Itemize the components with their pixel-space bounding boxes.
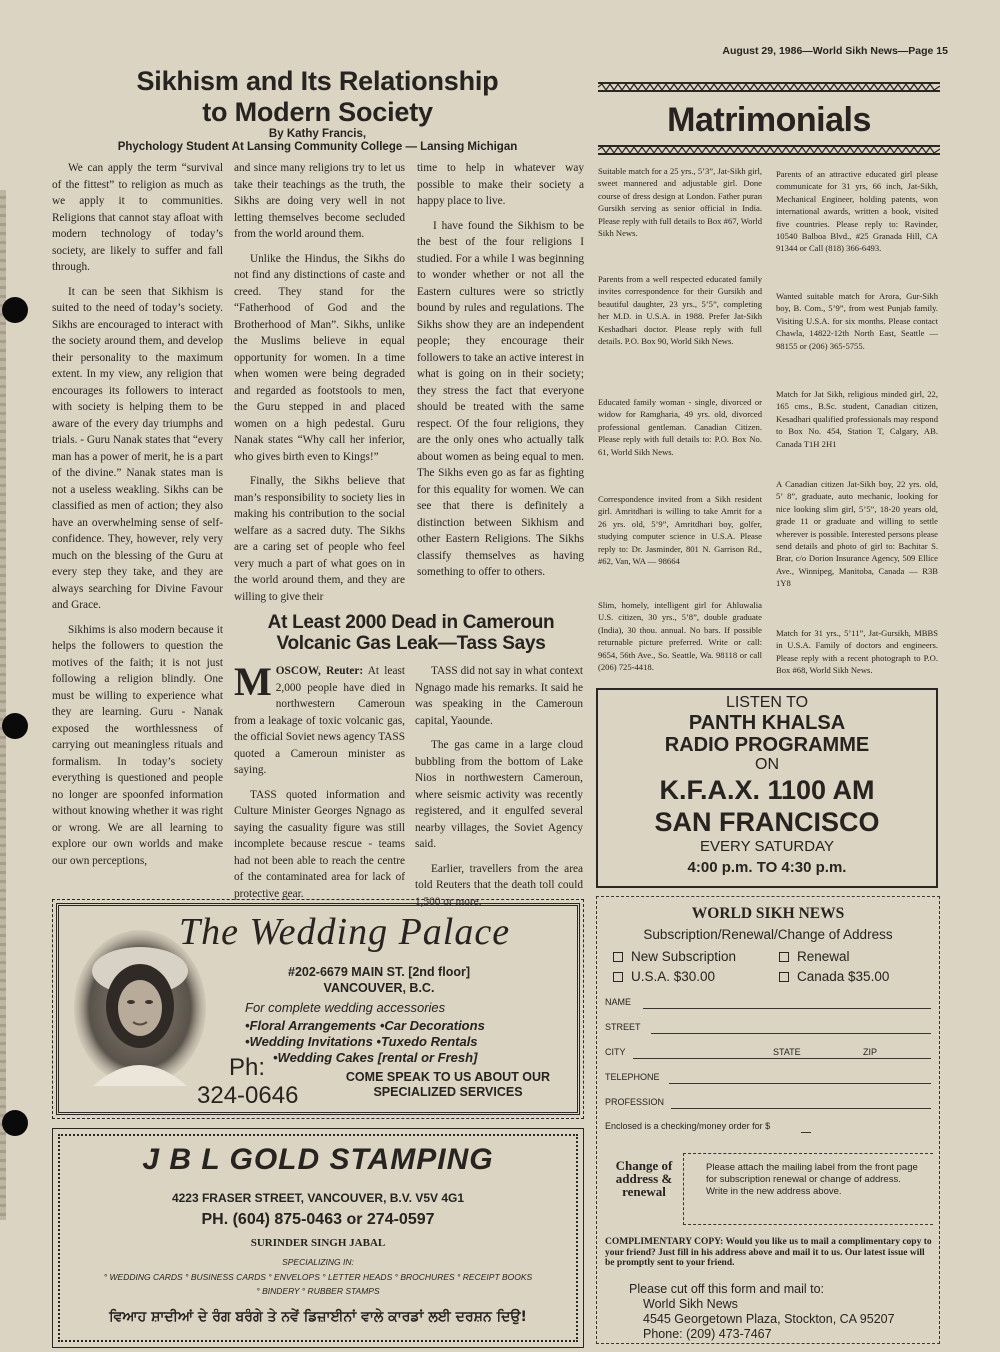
option-usa[interactable] — [613, 969, 715, 984]
decorative-border-bottom — [598, 145, 940, 155]
jbl-punjabi-tagline: ਵਿਆਹ ਸ਼ਾਦੀਆਂ ਦੇ ਰੰਗ ਬਰੰਗੇ ਤੇ ਨਵੇਂ ਡਿਜ਼ਾਈਨਾਂ ਵਾਲੇ ਕਾਰਡਾਂ ਲਈ ਦਰਸ਼ਨ ਦਿਉ! — [109, 1309, 527, 1325]
headline-line-2: to Modern Society — [202, 97, 433, 127]
wedding-palace-title: The Wedding Palace — [179, 911, 511, 953]
headline-line-1: At Least 2000 Dead in Cameroun — [267, 612, 555, 633]
checkbox[interactable] — [779, 952, 789, 962]
field-label: CITY — [605, 1047, 626, 1057]
page-dateline: August 29, 1986—World Sikh News—Page 15 — [722, 45, 948, 57]
dateline-bold: OSCOW, Reuter: — [275, 665, 364, 677]
service-list: ° BINDERY ° RUBBER STAMPS — [256, 1286, 380, 1296]
paragraph: and since many religions try to let us take their teachings as the truth, the Sikhs are doing very well in not letting themselves become secluded from the world around them. — [234, 162, 405, 240]
service-list: ° WEDDING CARDS ° BUSINESS CARDS ° ENVELOPS ° LETTER HEADS ° BROCHURES ° RECEIPT BOOKS — [103, 1272, 533, 1282]
paragraph: It can be seen that Sikhism is suited to the need of today’s society. Sikhs are encouraged to interact with the society around them, and develop their personality to the maximum extent. In my view, any religion that encourages its followers to interact with society is helping them to be aware of the every day triumphs and trials. - Guru Nanak states that “every man has a power of merit, he is a part of the divine.” Nanak states man is not a useless weakling. Sikhs can be classified as men of action; they also have an overwhelming sense of self-confidence. They, however, rely very much on the blessing of the Guru at every step they take, and they are always searching for Divine Favour and Grace. — [52, 285, 223, 611]
article2-headline — [238, 612, 584, 654]
field-label: TELEPHONE — [605, 1072, 660, 1082]
city-state-zip-field[interactable] — [605, 1047, 931, 1061]
matrimonial-ad: Suitable match for a 25 yrs., 5’3”, Jat-Sikh girl, sweet mannered and adjustable girl. Done course of dress design at London. Father puran Gursikh serving as senior official in India. Please reply with full details to Box #67, World Sikh News. — [598, 166, 762, 239]
matrimonial-ad: Parents from a well respected educated family invites correspondence for their Gursikh and beautiful daughter, 23 yrs., 5’5”, completing her M.D. in U.S.A. in 1988. Prefer Jat-Sikh Keshadhari doctor. Please reply with full details. P.O. Box 90, World Sikh News. — [598, 274, 762, 347]
option-label: Canada $35.00 — [797, 969, 890, 984]
mail-phone: Phone: (209) 473-7467 — [643, 1327, 772, 1341]
jbl-services — [53, 1270, 583, 1298]
field-label: PROFESSION — [605, 1097, 665, 1107]
article2-column-1 — [234, 659, 405, 910]
jbl-address: 4223 FRASER STREET, VANCOUVER, B.V. V5V 4G1 — [171, 1191, 465, 1205]
paragraph: TASS did not say in what context Ngnago made his remarks. It said he was speaking in the Cameroun capital, Yaounde. — [415, 665, 583, 727]
street-field[interactable] — [605, 1022, 931, 1036]
paragraph: We can apply the term “survival of the fittest” to religion as much as we apply it to communities. Religions that cannot stay afloat with modern technology of today’s society, are likely to suffer and fall through. — [52, 162, 223, 273]
radio-line: EVERY SATURDAY — [700, 838, 834, 855]
telephone-field[interactable] — [605, 1072, 931, 1086]
radio-city: SAN FRANCISCO — [654, 807, 880, 837]
paragraph: The gas came in a large cloud bubbling from the bottom of Lake Nios in northwestern Cameroun, where seismic activity was recently registered, and it engulfed several nearby villages, the Soviet Agency said. — [415, 739, 583, 850]
byline — [50, 128, 585, 154]
paragraph: Sikhims is also modern because it helps the followers to question the motives of the faith; it is not just following a religion blindly. One must be willing to experience what they are learning. Guru - Nanak exposed the worthlessness of carrying out meaningless rituals and formalism. In today’s society everything is questioned and people no longer are spoonfed information without knowing whether it was right or wrong. We are all learning to explore our own worlds and make our own perceptions, — [52, 623, 223, 867]
mail-intro: Please cut off this form and mail to: — [629, 1282, 825, 1296]
address-line: #202-6679 MAIN ST. [2nd floor] — [288, 965, 470, 979]
paragraph: Earlier, travellers from the area told Reuters that the death toll could 1,500 or more. — [415, 862, 583, 908]
field-label: Enclosed is a checking/money order for $ — [605, 1121, 771, 1131]
field-label: STREET — [605, 1022, 641, 1032]
tagline-line: SPECIALIZED SERVICES — [373, 1085, 523, 1099]
tagline-line: COME SPEAK TO US ABOUT OUR — [345, 1070, 551, 1084]
option-renewal[interactable] — [779, 949, 850, 964]
field-label: ZIP — [863, 1047, 878, 1057]
radio-line: RADIO PROGRAMME — [664, 734, 870, 756]
payment-field[interactable] — [605, 1121, 931, 1135]
radio-time: 4:00 p.m. TO 4:30 p.m. — [687, 859, 847, 876]
jbl-gold-stamping-ad — [52, 1128, 584, 1348]
matrimonial-ad: Correspondence invited from a Sikh resident girl. Amritdhari is willing to take Amrit for a 26 yrs. old, 5’9”, Amritdhari boy, golfer, studying computer science in U.S.A. Please reply to: Dr. Jasminder, 801 N. Garrison Rd., #62, Van, WA — 98664 — [598, 494, 762, 567]
author: By Kathy Francis, — [268, 128, 367, 140]
form-title: WORLD SIKH NEWS — [691, 905, 845, 922]
matrimonials-title: Matrimonials — [667, 101, 871, 139]
complimentary-copy-note: COMPLIMENTARY COPY: Would you like us to mail a complimentary copy to your friend? Just fill in his address above and mail it to us. Our latest issue will be promptly sent to your friend. — [605, 1237, 932, 1268]
paragraph: TASS quoted information and Culture Minister Georges Ngnago as saying the casuality figure was still incomplete because rescue - teams had not been able to reach the centre of the contaminated area for lack of protective gear. — [234, 788, 405, 900]
author-affiliation: Phychology Student At Lansing Community College — Lansing Michigan — [117, 141, 518, 153]
wedding-accessories: For complete wedding accessories — [245, 1000, 446, 1015]
article-headline — [50, 66, 585, 128]
radio-line: ON — [755, 756, 779, 773]
service-item: •Wedding Invitations •Tuxedo Rentals — [245, 1034, 478, 1049]
matrimonial-ad: A Canadian citizen Jat-Sikh boy, 22 yrs. old, 5’ 8”, graduate, auto mechanic, looking for nice looking slim girl, 5’5”, 18-20 years old, grade 11 or graduate and willing to settle wherever is possible. Interested persons please send details and photo of girl to: Bachitar S. Brar, c/o Dorion Insurance Agency, 509 Ellice Ave., Winnipeg, Manitoba, Canada — R3B 1Y8 — [776, 479, 938, 589]
phone-label: Ph: — [229, 1054, 266, 1081]
matrimonial-ad: Match for 31 yrs., 5’11”, Jat-Gursikh, MBBS in U.S.A. Family of doctors and engineers. Please reply with a recent photograph to P.O. Box #68, World Sikh News. — [776, 628, 938, 676]
mailing-address — [629, 1282, 895, 1342]
option-new-subscription[interactable] — [613, 949, 736, 964]
binding-edge — [0, 190, 6, 1220]
paragraph: time to help in whatever way possible to make their society a happy place to live. — [417, 162, 584, 207]
address-line: VANCOUVER, B.C. — [323, 981, 435, 995]
wedding-services — [245, 1018, 485, 1066]
checkbox[interactable] — [613, 972, 623, 982]
field-label: STATE — [773, 1047, 801, 1057]
article-column-2 — [234, 160, 405, 613]
drop-cap: M — [234, 659, 272, 704]
option-label: New Subscription — [631, 949, 737, 964]
wedding-phone: 324-0646 — [197, 1082, 299, 1109]
profession-field[interactable] — [605, 1097, 931, 1111]
service-item: •Floral Arrangements •Car Decorations — [245, 1018, 485, 1033]
article-column-3 — [417, 160, 584, 589]
radio-line: PANTH KHALSA — [688, 712, 846, 734]
punch-hole — [2, 297, 28, 323]
wedding-palace-ad — [56, 903, 580, 1115]
jbl-specializing: SPECIALIZING IN: — [282, 1257, 354, 1267]
paragraph: I have found the Sikhism to be the best of the four religions I studied. For a while I was beginning to wonder whether or not all the Eastern cultures were so strictly bound by rules and regulations. The Sikhs show they are an independent people; they encourage their followers to take an active interest in what is going on in their society; they stress the fact that everyone should be treated with the same respect. Of the four religions, they are the only ones who actually talk about women as being equal to men. The Sikhs even go as far as fighting for this equality for women. We can see that there is definitely a distinction between Sikhism and other Eastern Religions. The Sikhs classify themselves as having something to offer to others. — [417, 219, 584, 578]
wedding-address — [279, 964, 479, 996]
option-label: U.S.A. $30.00 — [631, 969, 716, 984]
paragraph: Unlike the Hindus, the Sikhs do not find any distinctions of caste and creed. They stand for the “Fatherhood of God and the Brotherhood of Man”. Sikhs, unlike the Muslims believe in equal opportunity for women. In a time when women were being degraded and regarded as footstools to men, the Guru stepped in and placed women on a high pedestal. Guru Nanak states “Why call her inferior, who gives birth even to Kings!” — [234, 252, 405, 463]
matrimonial-ad: Educated family woman - single, divorced or widow for Ramgharia, 49 yrs. old, divorced professional gentleman. Canadian Citizen. Please reply with full details to: P.O. Box No. 61, World Sikh News. — [598, 397, 762, 457]
jbl-owner: SURINDER SINGH JABAL — [250, 1237, 386, 1249]
headline-line-2: Volcanic Gas Leak—Tass Says — [276, 633, 546, 654]
matrimonial-ad: Wanted suitable match for Arora, Gur-Sikh boy, B. Com., 5’9”, from west Punjab family. Visiting U.S.A. for six months. Please contact Chawla, 14822-12th North East, Seattle — 98155 or (206) 365-5755. — [776, 291, 938, 351]
paragraph: Finally, the Sikhs believe that man’s responsibility to society lies in making his contribution to the social welfare as a sacred duty. The Sikhs are a caring set of people who feel very much a part of what goes on in the world around them, and they are willing to give their — [234, 475, 405, 603]
option-canada[interactable] — [779, 969, 889, 984]
name-field[interactable] — [605, 997, 931, 1011]
checkbox[interactable] — [779, 972, 789, 982]
checkbox[interactable] — [613, 952, 623, 962]
radio-station: K.F.A.X. 1100 AM — [659, 775, 875, 805]
decorative-border-top — [598, 82, 940, 92]
radio-programme-ad — [596, 688, 938, 888]
option-label: Renewal — [797, 949, 850, 964]
lead-text: At least 2,000 people have died in northwestern Cameroun from a leakage of toxic volcanic gas, the official Soviet news agency TASS quoted a Cameroun minister as saying. — [234, 665, 405, 776]
field-label: NAME — [605, 997, 632, 1007]
punch-hole — [2, 1110, 28, 1136]
mailing-label-area[interactable]: Please attach the mailing label from the front page for subscription renewal or change of address. Write in the new address above. — [683, 1153, 933, 1225]
jbl-phone: PH. (604) 875-0463 or 274-0597 — [201, 1211, 435, 1228]
jbl-title: J B L GOLD STAMPING — [142, 1143, 494, 1176]
punch-hole — [2, 713, 28, 739]
wedding-tagline — [323, 1070, 573, 1100]
mail-address: 4545 Georgetown Plaza, Stockton, CA 95207 — [643, 1312, 895, 1326]
change-of-address-label: Change of address & renewal — [615, 1158, 673, 1199]
article2-column-2 — [415, 663, 583, 918]
lead-paragraph — [234, 659, 405, 779]
mail-name: World Sikh News — [643, 1297, 738, 1311]
form-subtitle: Subscription/Renewal/Change of Address — [643, 927, 893, 942]
service-item: •Wedding Cakes [rental or Fresh] — [273, 1050, 478, 1065]
subscription-form — [596, 896, 940, 1344]
radio-line: LISTEN TO — [725, 694, 809, 711]
article-column-1 — [52, 160, 223, 877]
matrimonial-ad: Match for Jat Sikh, religious minded girl, 22, 165 cms., B.Sc. student, Canadian citizen, Kesadhari qualified professionals may respond to Box No. 454, Station T, Calgary, AB. Canada T1H 2H1 — [776, 389, 938, 449]
headline-line-1: Sikhism and Its Relationship — [136, 66, 499, 96]
matrimonial-ad: Parents of an attractive educated girl please communicate for 31 yrs, 66 inch, Jat-Sikh, Mechanical Engineer, holding patents, won international awards, written a book, visited five countries. Please reply to: Ravinder, 10540 Balboa Blvd., #25 Granada Hill, CA 91344 or Call (818) 366-6493. — [776, 169, 938, 254]
matrimonial-ad: Slim, homely, intelligent girl for Ahluwalia U.S. citizen, 30 yrs., 5’8”, double graduate (India), 30 thou. annual. No bars. If possible returnable picture preferred. Write or call: 9654, 56th Ave., So. Seattle, Wa. 98118 or call (206) 725-4418. — [598, 600, 762, 673]
